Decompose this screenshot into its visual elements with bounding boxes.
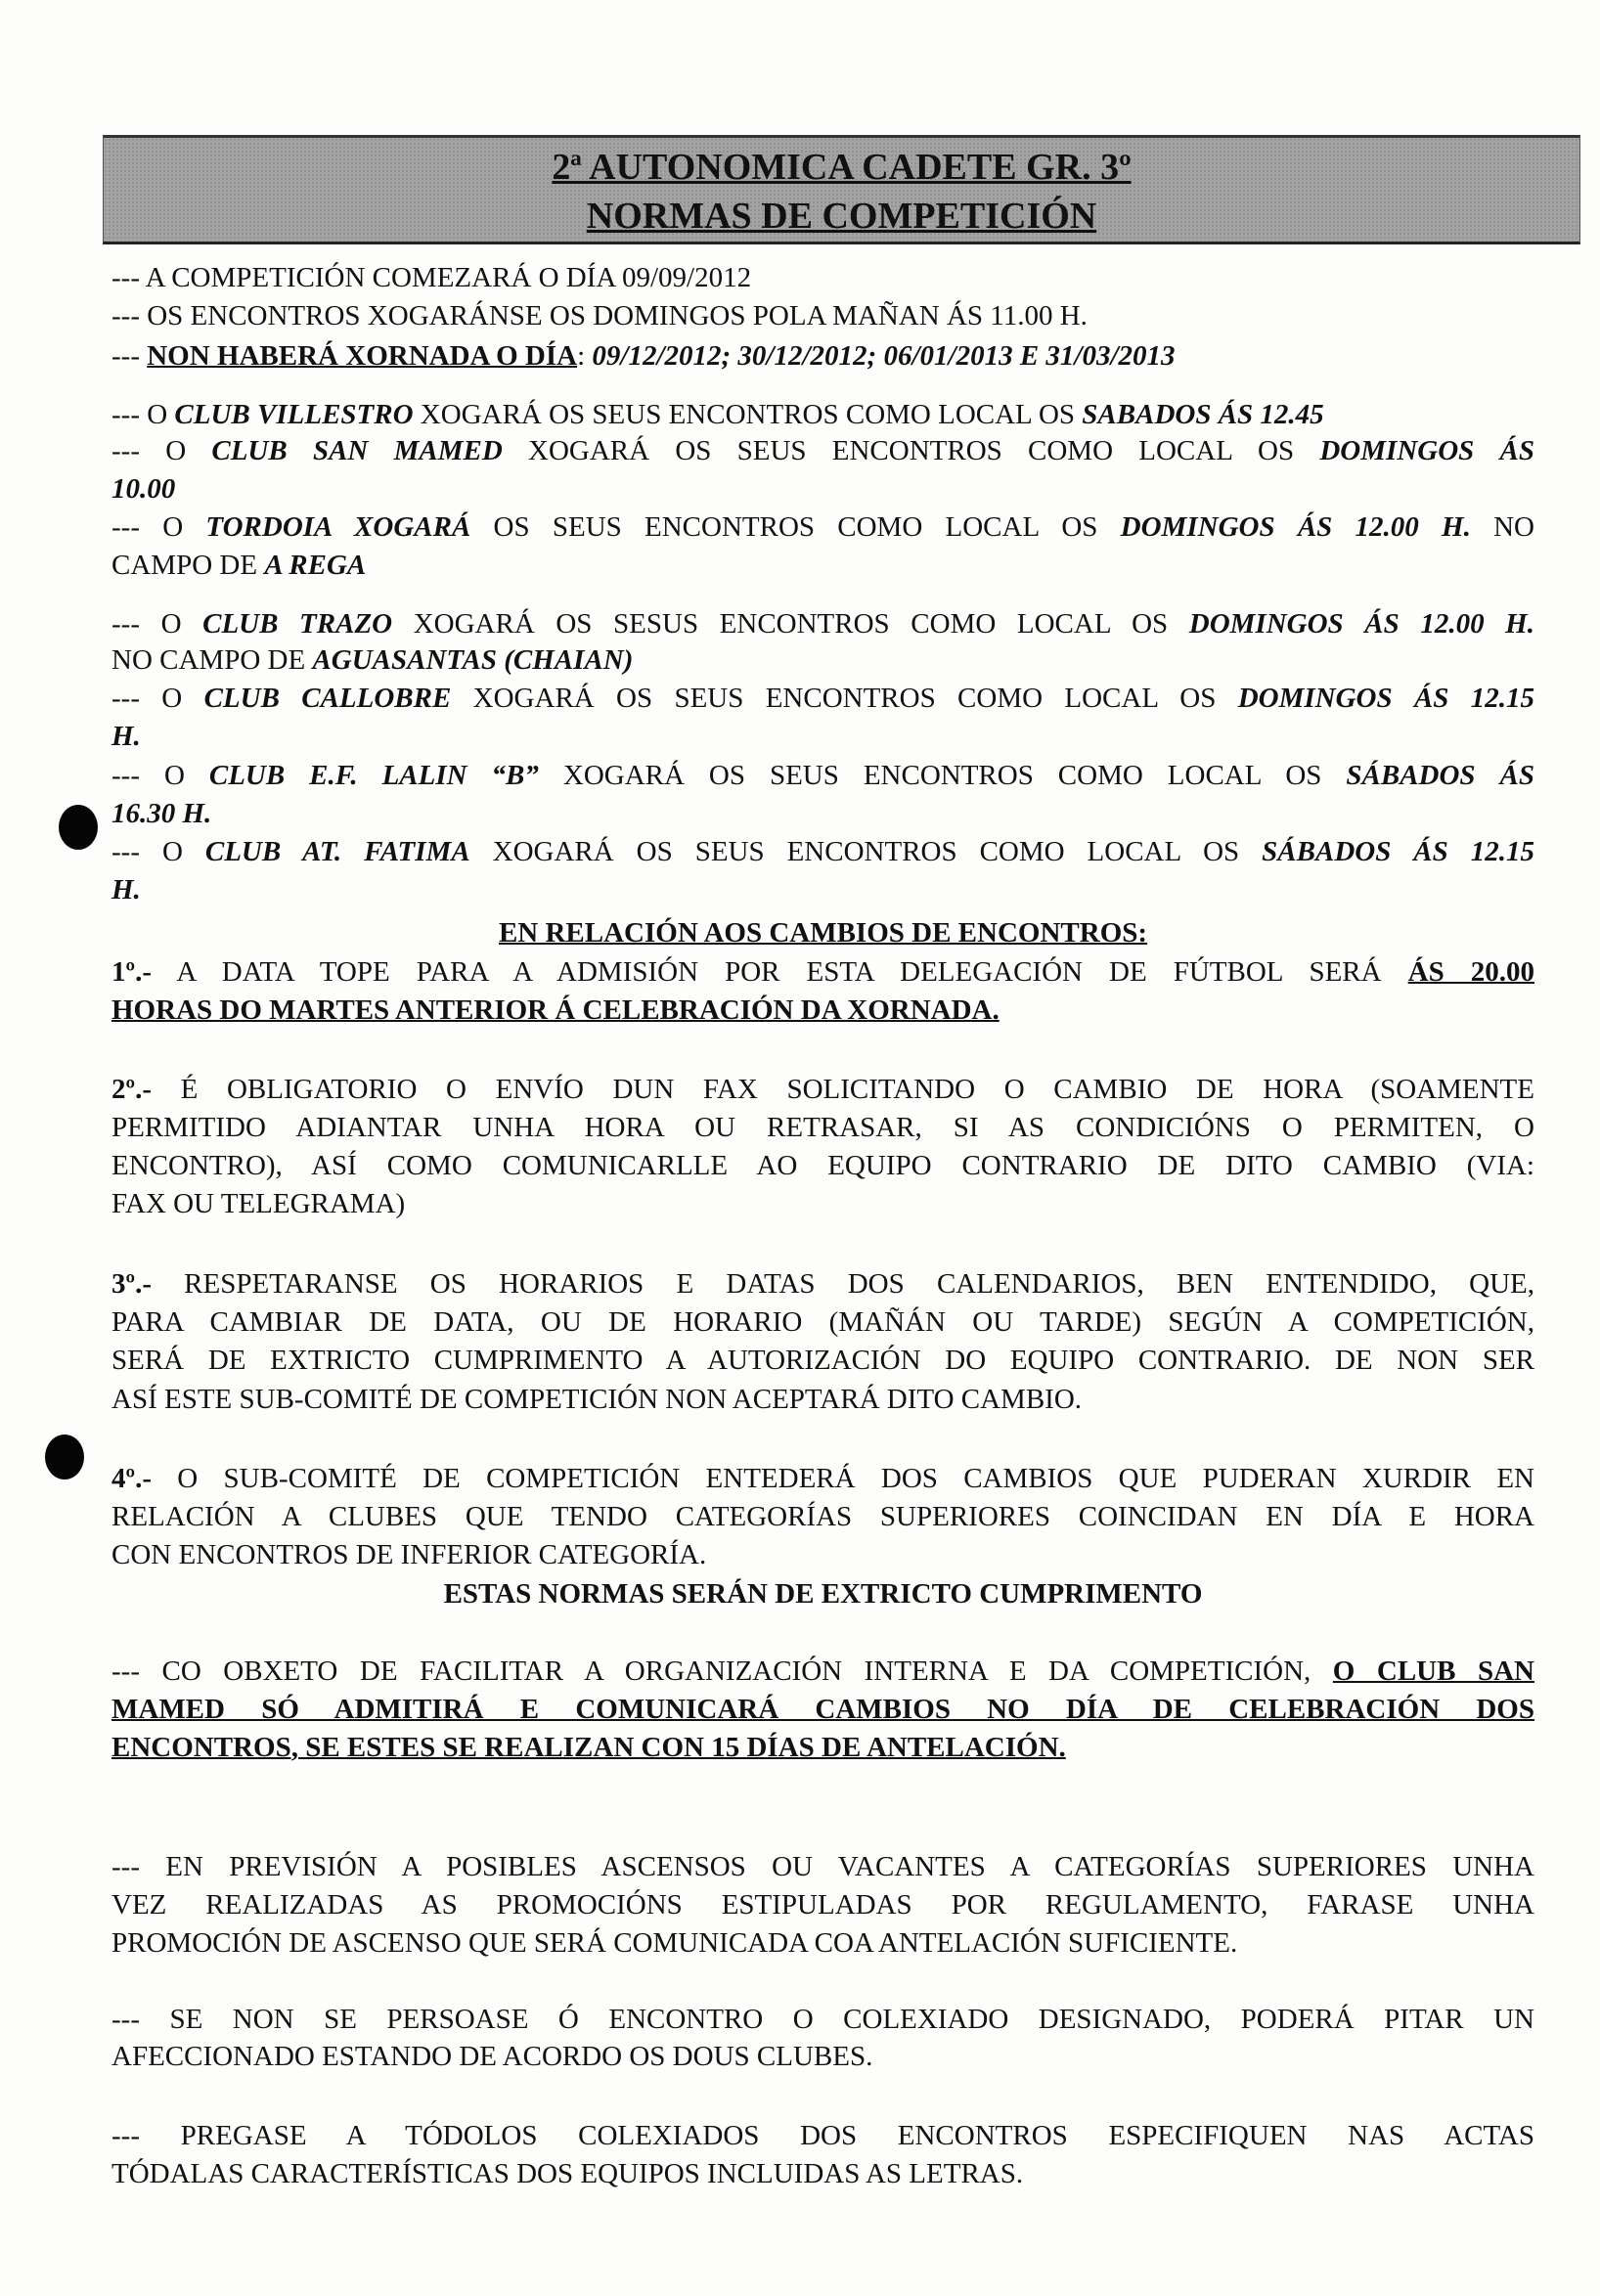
text-line [111, 259, 1534, 296]
text-segment: XOGARÁ OS SEUS ENCONTROS COMO LOCAL OS [502, 435, 1320, 466]
text-segment: SERÁ DE EXTRICTO CUMPRIMENTO A AUTORIZACIÓN DO EQUIPO CONTRARIO. DE NON SER [111, 1345, 1534, 1376]
text-segment: OS SEUS ENCONTROS COMO LOCAL OS [470, 511, 1121, 543]
text-line [111, 992, 1534, 1029]
punch-hole-mark [59, 805, 98, 850]
text-segment: --- O [111, 511, 206, 543]
text-line [111, 718, 1534, 755]
text-segment: PERMITIDO ADIANTAR UNHA HORA OU RETRASAR, SI AS CONDICIÓNS O PERMITEN, O [111, 1112, 1534, 1143]
text-line [111, 2155, 1534, 2192]
title-text-2: NORMAS DE COMPETICIÓN [586, 196, 1097, 237]
text-segment: CLUB VILLESTRO [174, 399, 414, 430]
text-line [111, 2001, 1534, 2038]
text-segment: A REGA [264, 550, 367, 581]
text-segment: --- PREGASE A TÓDOLOS COLEXIADOS DOS ENCONTROS ESPECIFIQUEN NAS ACTAS [111, 2120, 1534, 2151]
text-segment: --- O [111, 399, 175, 430]
text-segment: EN RELACIÓN AOS CAMBIOS DE ENCONTROS: [498, 917, 1148, 949]
text-line [111, 2038, 1534, 2075]
text-segment: 16.30 H. [111, 798, 212, 829]
text-segment: PROMOCIÓN DE ASCENSO QUE SERÁ COMUNICADA COA ANTELACIÓN SUFICIENTE. [111, 1927, 1238, 1959]
text-line [111, 795, 1534, 832]
text-line [111, 1303, 1534, 1341]
text-segment: CON ENCONTROS DE INFERIOR CATEGORÍA. [111, 1539, 707, 1570]
text-segment: 1º.- [111, 956, 152, 988]
text-segment: CLUB SAN MAMED [211, 435, 503, 466]
text-line [111, 1848, 1534, 1885]
text-line [111, 953, 1534, 991]
text-line [111, 1185, 1534, 1222]
text-segment: --- O [111, 836, 205, 867]
text-segment: ASÍ ESTE SUB-COMITÉ DE COMPETICIÓN NON ACEPTARÁ DITO CAMBIO. [111, 1384, 1083, 1415]
text-segment: ENCONTRO), ASÍ COMO COMUNICARLLE AO EQUIPO CONTRARIO DE DITO CAMBIO (VIA: [111, 1150, 1534, 1181]
text-segment: O SUB-COMITÉ DE COMPETICIÓN ENTEDERÁ DOS CAMBIOS QUE PUDERAN XURDIR EN [151, 1463, 1534, 1494]
text-segment: ENCONTROS, SE ESTES SE REALIZAN CON 15 DÍAS DE ANTELACIÓN. [111, 1732, 1066, 1763]
text-line [111, 396, 1534, 433]
text-line [111, 1381, 1534, 1418]
text-line [111, 432, 1534, 469]
text-segment: AGUASANTAS (CHAIAN) [312, 644, 634, 676]
text-segment: --- EN PREVISIÓN A POSIBLES ASCENSOS OU VACANTES A CATEGORÍAS SUPERIORES UNHA [111, 1851, 1534, 1882]
text-segment: 2º.- [111, 1074, 152, 1105]
text-segment: : [577, 340, 593, 372]
text-segment: CAMPO DE [111, 550, 265, 581]
text-segment: PARA CAMBIAR DE DATA, OU DE HORARIO (MAÑÁN OU TARDE) SEGÚN A COMPETICIÓN, [111, 1306, 1534, 1338]
title-line-1 [104, 146, 1579, 189]
title-text-1: 2ª AUTONOMICA CADETE GR. 3º [552, 147, 1132, 188]
text-line [111, 605, 1534, 642]
text-segment: VEZ REALIZADAS AS PROMOCIÓNS ESTIPULADAS POR REGULAMENTO, FARASE UNHA [111, 1889, 1534, 1921]
text-segment: --- O [111, 760, 209, 791]
text-segment: --- A COMPETICIÓN COMEZARÁ O DÍA 09/09/2012 [111, 262, 752, 293]
text-segment: --- O [111, 683, 204, 714]
text-segment: --- O [111, 435, 212, 466]
text-segment: DOMINGOS ÁS [1319, 435, 1534, 466]
text-line [111, 757, 1534, 794]
text-segment: MAMED SÓ ADMITIRÁ E COMUNICARÁ CAMBIOS NO DÍA DE CELEBRACIÓN DOS [111, 1694, 1534, 1725]
text-line [111, 1109, 1534, 1146]
text-segment: FAX OU TELEGRAMA) [111, 1188, 406, 1219]
text-segment: 10.00 [111, 473, 176, 505]
text-segment: ÁS 20.00 [1407, 956, 1534, 988]
text-segment: NON HABERÁ XORNADA O DÍA [147, 340, 578, 372]
section-heading [111, 1575, 1534, 1612]
text-segment: RESPETARANSE OS HORARIOS E DATAS DOS CALENDARIOS, BEN ENTENDIDO, QUE, [151, 1268, 1534, 1300]
text-segment: 4º.- [111, 1463, 152, 1494]
text-line [111, 1071, 1534, 1108]
text-segment: XOGARÁ OS SESUS ENCONTROS COMO LOCAL OS [392, 608, 1189, 640]
text-segment: 09/12/2012; 30/12/2012; 06/01/2013 E 31/03/2013 [592, 340, 1176, 372]
text-segment: --- SE NON SE PERSOASE Ó ENCONTRO O COLEXIADO DESIGNADO, PODERÁ PITAR UN [111, 2004, 1534, 2035]
text-segment: H. [111, 874, 141, 905]
title-banner [103, 135, 1580, 244]
text-line [111, 508, 1534, 546]
text-segment: 3º.- [111, 1268, 152, 1300]
text-segment: DOMINGOS ÁS 12.15 [1237, 683, 1534, 714]
text-segment: CLUB CALLOBRE [203, 683, 452, 714]
text-segment: CLUB TRAZO [202, 608, 393, 640]
text-line [111, 297, 1534, 334]
text-segment: NO CAMPO DE [111, 644, 313, 676]
text-segment: É OBLIGATORIO O ENVÍO DUN FAX SOLICITANDO O CAMBIO DE HORA (SOAMENTE [151, 1074, 1534, 1105]
text-segment: --- O [111, 608, 203, 640]
text-line [111, 2117, 1534, 2154]
text-segment: CLUB AT. FATIMA [204, 836, 470, 867]
text-line [111, 871, 1534, 908]
text-segment: AFECCIONADO ESTANDO DE ACORDO OS DOUS CLUBES. [111, 2041, 873, 2072]
text-segment: DOMINGOS ÁS 12.00 H. [1188, 608, 1534, 640]
text-line [111, 833, 1534, 870]
text-line [111, 337, 1534, 375]
text-line [111, 1498, 1534, 1535]
text-line [111, 1691, 1534, 1728]
section-heading [111, 914, 1534, 951]
text-line [111, 1886, 1534, 1923]
text-line [111, 1536, 1534, 1573]
text-segment: A DATA TOPE PARA A ADMISIÓN POR ESTA DELEGACIÓN DE FÚTBOL SERÁ [151, 956, 1408, 988]
text-line [111, 1924, 1534, 1962]
text-line [111, 1342, 1534, 1379]
text-line [111, 1460, 1534, 1497]
text-segment: NO [1470, 511, 1534, 543]
text-line [111, 547, 1534, 584]
text-segment: ESTAS NORMAS SERÁN DE EXTRICTO CUMPRIMENTO [443, 1578, 1203, 1610]
text-segment: HORAS DO MARTES ANTERIOR Á CELEBRACIÓN DA XORNADA. [111, 994, 1000, 1026]
text-line [111, 641, 1534, 679]
text-segment: --- OS ENCONTROS XOGARÁNSE OS DOMINGOS POLA MAÑAN ÁS 11.00 H. [111, 300, 1088, 331]
text-segment: TORDOIA XOGARÁ [205, 511, 471, 543]
text-segment: H. [111, 721, 141, 752]
punch-hole-mark [45, 1435, 84, 1479]
text-segment: SÁBADOS ÁS 12.15 [1262, 836, 1534, 867]
text-segment: XOGARÁ OS SEUS ENCONTROS COMO LOCAL OS [451, 683, 1238, 714]
text-line [111, 1653, 1534, 1690]
title-line-2 [104, 195, 1579, 238]
text-segment: XOGARÁ OS SEUS ENCONTROS COMO LOCAL OS [469, 836, 1263, 867]
text-segment: O CLUB SAN [1332, 1656, 1534, 1687]
text-line [111, 680, 1534, 717]
text-segment: SÁBADOS ÁS [1346, 760, 1534, 791]
text-segment: DOMINGOS ÁS 12.00 H. [1120, 511, 1471, 543]
text-segment: SABADOS ÁS 12.45 [1082, 399, 1324, 430]
text-line [111, 1147, 1534, 1184]
text-line [111, 1729, 1534, 1766]
text-segment: XOGARÁ OS SEUS ENCONTROS COMO LOCAL OS [538, 760, 1347, 791]
text-segment: RELACIÓN A CLUBES QUE TENDO CATEGORÍAS SUPERIORES COINCIDAN EN DÍA E HORA [111, 1501, 1534, 1532]
text-line [111, 1265, 1534, 1303]
text-segment: --- CO OBXETO DE FACILITAR A ORGANIZACIÓN INTERNA E DA COMPETICIÓN, [111, 1656, 1333, 1687]
text-segment: TÓDALAS CARACTERÍSTICAS DOS EQUIPOS INCLUIDAS AS LETRAS. [111, 2158, 1024, 2189]
text-segment: CLUB E.F. LALIN “B” [208, 760, 539, 791]
text-line [111, 470, 1534, 508]
text-segment: --- [111, 340, 148, 372]
text-segment: XOGARÁ OS SEUS ENCONTROS COMO LOCAL OS [413, 399, 1083, 430]
